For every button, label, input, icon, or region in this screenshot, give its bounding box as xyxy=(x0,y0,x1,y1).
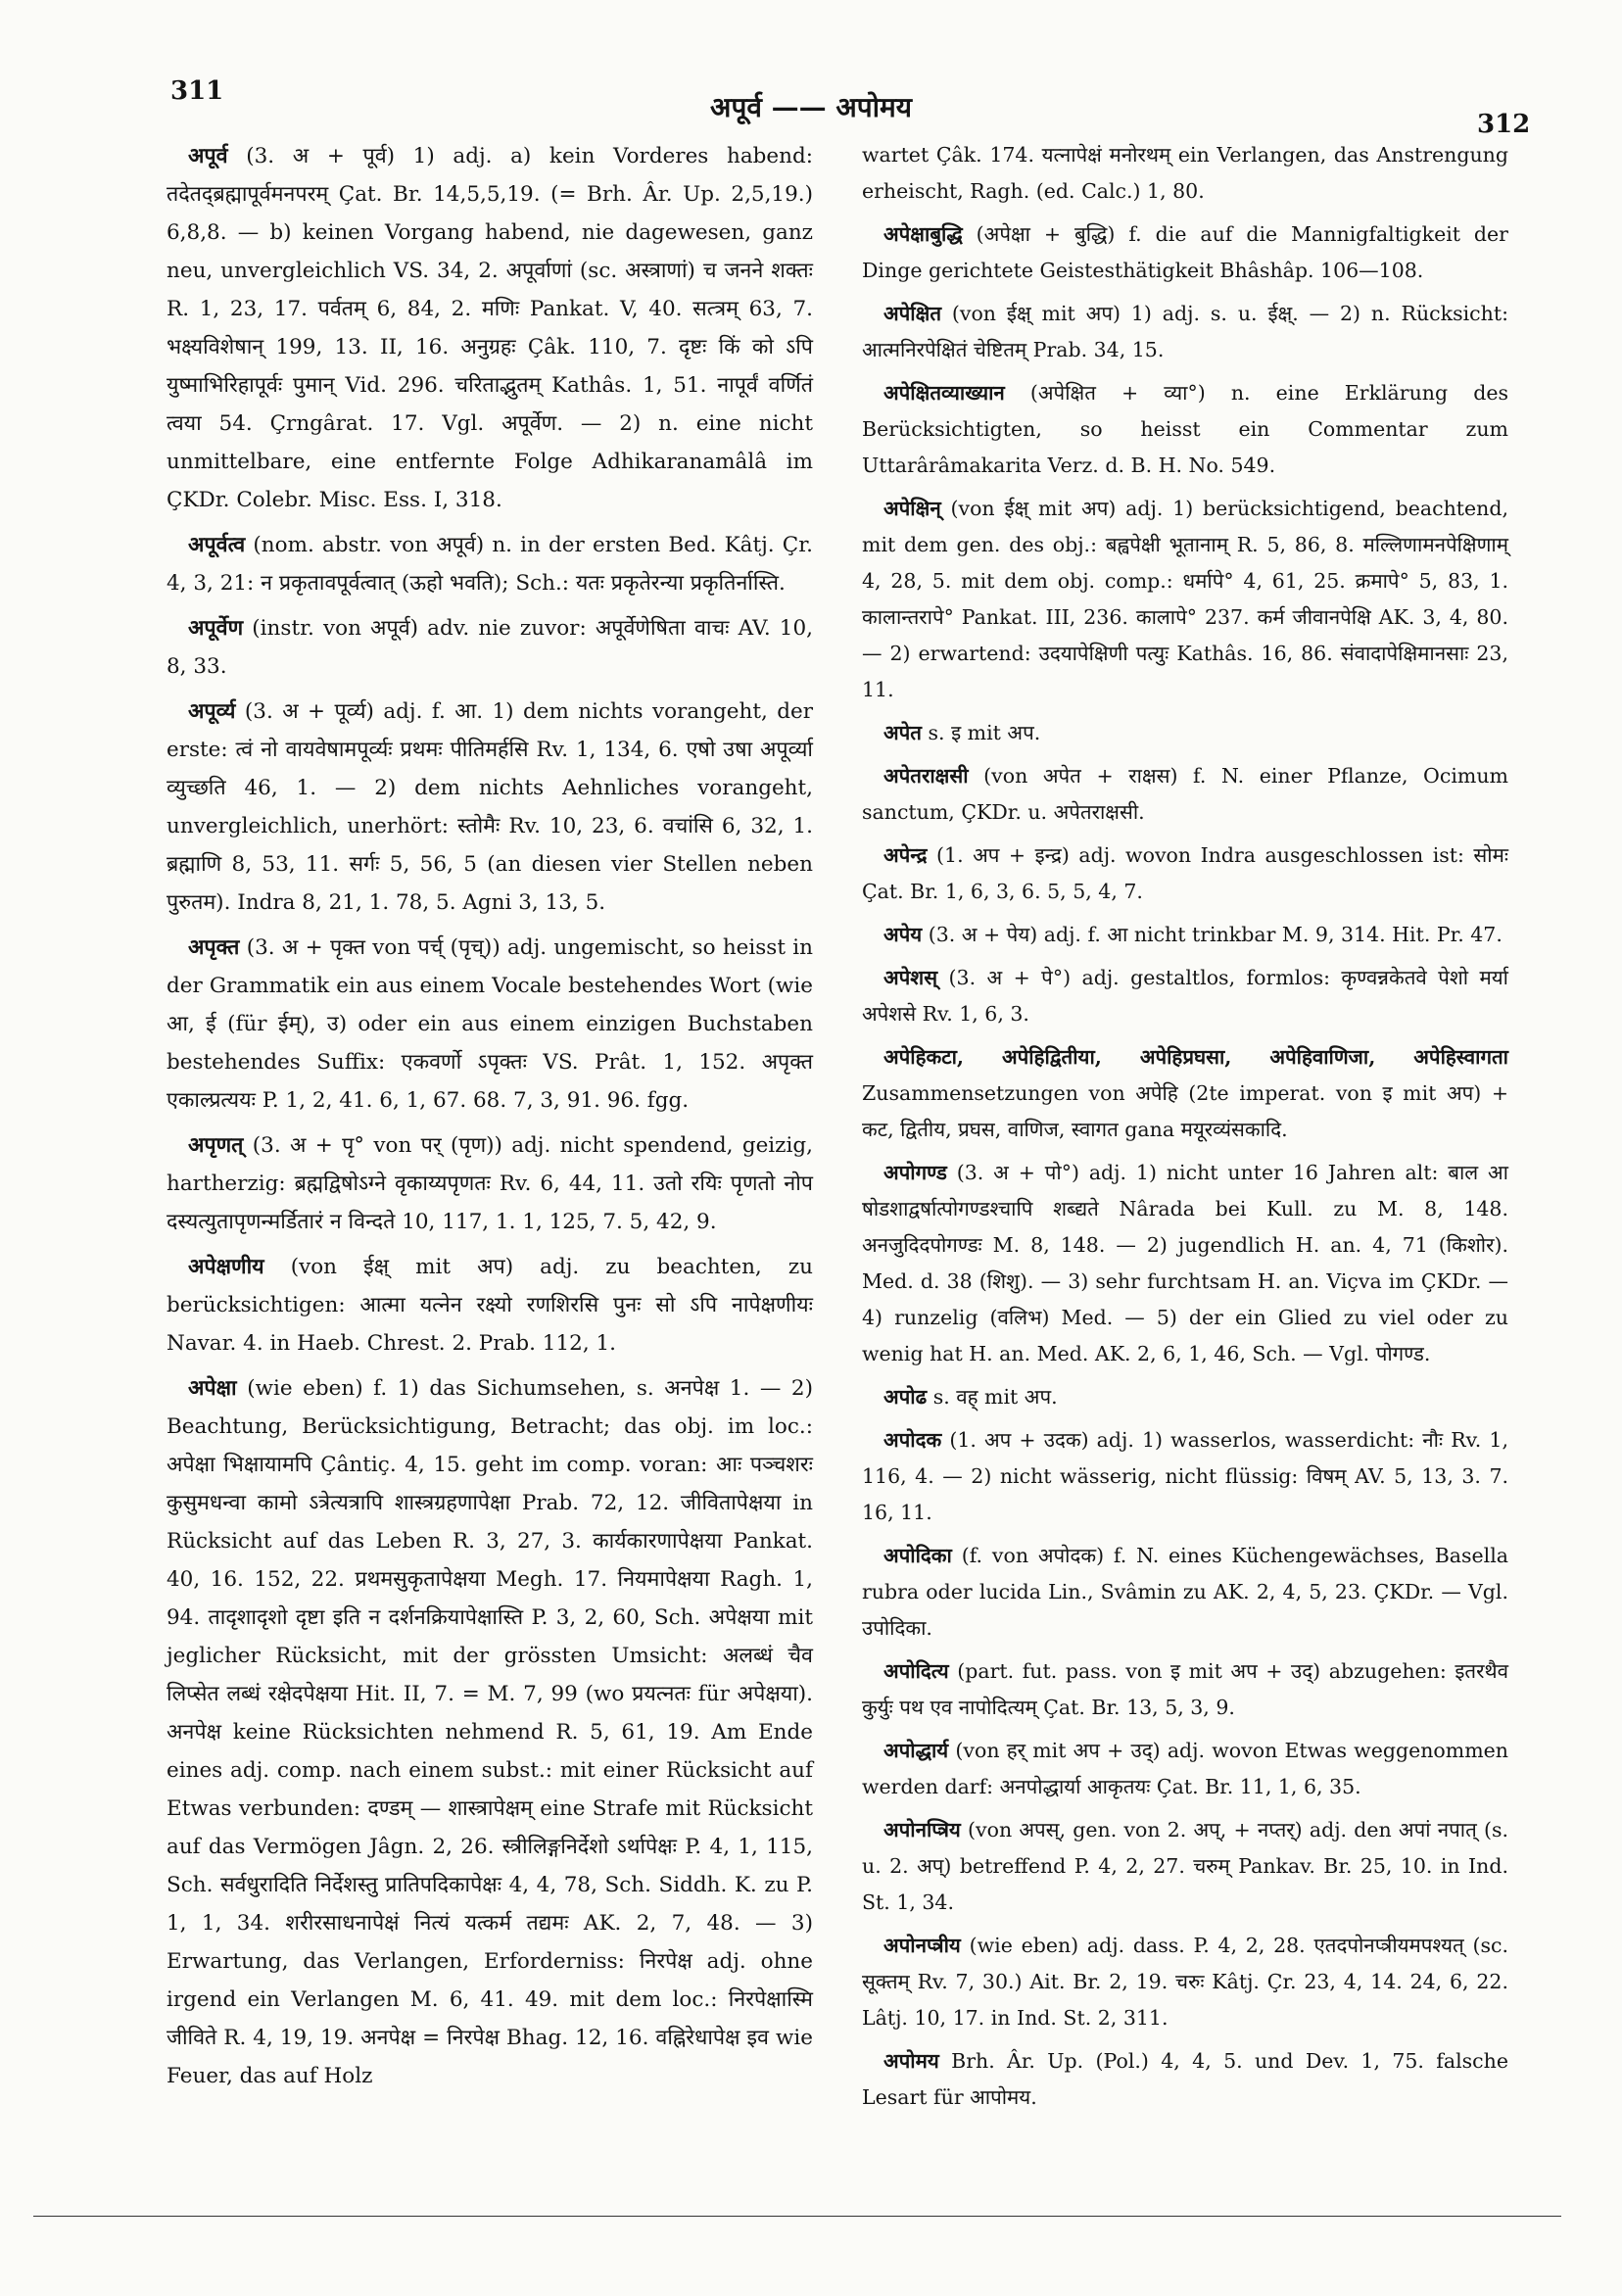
page-header xyxy=(0,72,1622,139)
dictionary-entry xyxy=(862,715,1508,751)
entry-headword: अपृणत् xyxy=(188,1133,244,1158)
entry-text: (von ईक्ष् mit अप) adj. zu beachten, zu berücksichtigen: आत्मा यत्नेन रक्ष्यो रणशिरसि पुनः सो ऽपि नापेक्षणीयः Navar. 4. in Haeb. Chrest. 2. Prab. 112, 1. xyxy=(167,1255,813,1356)
page-number-left: 311 xyxy=(170,76,224,106)
left-column xyxy=(167,137,813,2102)
dictionary-entry xyxy=(862,1379,1508,1415)
dictionary-entry xyxy=(862,960,1508,1032)
entry-headword: अपोदिका xyxy=(883,1544,952,1567)
entry-text: (3. अ + पूर्व) 1) adj. a) kein Vorderes habend: तदेतद्ब्रह्मापूर्वमनपरम् Çat. Br. 14,5,5,19. (= Brh. Âr. Up. 2,5,19.) 6,8,8. — b) keinen Vorgang habend, nie dagewesen, ganz neu, unvergleichlich VS. 34, 2. अपूर्वाणां (sc. अस्त्राणां) च जनने शक्तः R. 1, 23, 17. पर्वतम् 6, 84, 2. मणिः Pankat. V, 40. सत्त्रम् 63, 7. भक्ष्यविशेषान् 199, 13. II, 16. अनुग्रहः Çâk. 110, 7. दृष्टः किं को ऽपि युष्माभिरिहापूर्वः पुमान् Vid. 296. चरिताद्भुतम् Kathâs. 1, 51. नापूर्वं वर्णितं त्वया 54. Çrngârat. 17. Vgl. अपूर्वेण. — 2) n. eine nicht unmittelbare, eine entfernte Folge Adhikaranamâlâ im ÇKDr. Colebr. Misc. Ess. I, 318. xyxy=(167,144,813,512)
entry-headword: अपोनप्त्रीय xyxy=(883,1934,961,1957)
entry-text: (3. अ + पो°) adj. 1) nicht unter 16 Jahren alt: बाल आ षोडशाद्वर्षात्पोगण्डश्चापि शब्द्यते Nârada bei Kull. zu M. 8, 148. अनजुदिदपोगण्डः M. 8, 148. — 2) jugendlich H. an. 4, 71 (किशोर). Med. d. 38 (शिशु). — 3) sehr furchtsam H. an. Viçva im ÇKDr. — 4) runzelig (वलिभ) Med. — 5) der ein Glied zu viel oder zu wenig hat H. an. Med. AK. 2, 6, 1, 46, Sch. — Vgl. पोगण्ड. xyxy=(862,1161,1508,1365)
dictionary-entry xyxy=(167,1369,813,2095)
entry-headword: अपेतराक्षसी xyxy=(883,764,969,788)
entry-text: (instr. von अपूर्व) adv. nie zuvor: अपूर्वेणेषिता वाचः AV. 10, 8, 33. xyxy=(167,616,813,679)
entry-headword: अपेत xyxy=(883,721,922,744)
entry-text: (von ईक्ष् mit अप) 1) adj. s. u. ईक्ष्. — 2) n. Rücksicht: आत्मनिरपेक्षितं चेष्टितम् Prab. 34, 15. xyxy=(862,302,1508,361)
entry-text: (wie eben) adj. dass. P. 4, 2, 28. एतदपोनप्त्रीयमपश्यत् (sc. सूक्तम् Rv. 7, 30.) Ait. Br. 2, 19. चरुः Kâtj. Çr. 23, 4, 14. 24, 6, 22. Lâtj. 10, 17. in Ind. St. 2, 311. xyxy=(862,1934,1508,2030)
entry-text: (von ईक्ष् mit अप) adj. 1) berücksichtigend, beachtend, mit dem gen. des obj.: बह्वपेक्षी भूतानाम् R. 5, 86, 8. मल्लिणामनपेक्षिणाम् 4, 28, 5. mit dem obj. comp.: धर्मापे° 4, 61, 25. क्रमापे° 5, 83, 1. कालान्तरापे° Pankat. III, 236. कालापे° 237. कर्म जीवानपेक्षि AK. 3, 4, 80. — 2) erwartend: उदयापेक्षिणी पत्युः Kathâs. 16, 86. संवादापेक्षिमानसाः 23, 11. xyxy=(862,497,1508,701)
entry-text: (3. अ + पेय) adj. f. आ nicht trinkbar M. 9, 314. Hit. Pr. 47. xyxy=(928,923,1503,946)
dictionary-entry xyxy=(862,137,1508,210)
entry-headword: अपोनप्त्रिय xyxy=(883,1818,961,1842)
entry-headword: अपेहिकटा, अपेहिद्वितीया, अपेहिप्रघसा, अपेहिवाणिजा, अपेहिस्वागता xyxy=(883,1045,1508,1069)
entry-headword: अपूर्व्य xyxy=(188,699,236,724)
dictionary-entry xyxy=(862,1422,1508,1531)
entry-headword: अपेक्षित xyxy=(883,302,941,325)
entry-text: (1. अप + इन्द्र) adj. wovon Indra ausgeschlossen ist: सोमः Çat. Br. 1, 6, 3, 6. 5, 5, 4, 7. xyxy=(862,843,1508,903)
entry-headword: अपोदक xyxy=(883,1428,942,1452)
dictionary-entry xyxy=(862,491,1508,708)
entry-text: (अपेक्षित + व्या°) n. eine Erklärung des Berücksichtigten, so heisst ein Commentar zum Uttarârâmakarita Verz. d. B. H. No. 549. xyxy=(862,381,1508,477)
entry-headword: अपेक्षा xyxy=(188,1376,237,1401)
entry-text: wartet Çâk. 174. यत्नापेक्षं मनोरथम् ein Verlangen, das Anstrengung erheischt, Ragh. (ed. Calc.) 1, 80. xyxy=(862,143,1508,203)
entry-headword: अपेन्द्र xyxy=(883,843,928,867)
entry-headword: अपेक्षाबुद्धि xyxy=(883,222,963,246)
entry-text: (wie eben) f. 1) das Sichumsehen, s. अनपेक्ष 1. — 2) Beachtung, Berücksichtigung, Betracht; das obj. im loc.: अपेक्षा भिक्षायामपि Çântiç. 4, 15. geht im comp. voran: आः पञ्चशरः कुसुमधन्वा कामो ऽत्रेत्यत्रापि शास्त्रग्रहणापेक्षा Prab. 72, 12. जीवितापेक्षया in Rücksicht auf das Leben R. 3, 27, 3. कार्यकारणापेक्षया Pankat. 40, 16. 152, 22. प्रथमसुकृतापेक्षया Megh. 17. नियमापेक्षया Ragh. 1, 94. तादृशादृशो दृष्टा इति न दर्शनक्रियापेक्षास्ति P. 3, 2, 60, Sch. अपेक्षया mit jeglicher Rücksicht, mit der grössten Umsicht: अलब्धं चैव लिप्सेत लब्धं रक्षेदपेक्षया Hit. II, 7. = M. 7, 99 (wo प्रयत्नतः für अपेक्षया). अनपेक्ष keine Rücksichten nehmend R. 5, 61, 19. Am Ende eines adj. comp. nach einem subst.: mit einer Rücksicht auf Etwas verbunden: दण्डम् — शास्त्रापेक्षम् eine Strafe mit Rücksicht auf das Vermögen Jâgn. 2, 26. स्त्रीलिङ्गनिर्देशो ऽर्थापेक्षः P. 4, 1, 115, Sch. सर्वधुरादिति निर्देशस्तु प्रातिपदिकापेक्षः 4, 4, 78, Sch. Siddh. K. zu P. 1, 1, 34. शरीरसाधनापेक्षं नित्यं यत्कर्म तद्यमः AK. 2, 7, 48. — 3) Erwartung, das Verlangen, Erforderniss: निरपेक्ष adj. ohne irgend ein Verlangen M. 6, 41. 49. mit dem loc.: निरपेक्षास्मि जीविते R. 4, 19, 19. अनपेक्ष = निरपेक्ष Bhag. 12, 16. वह्निरेधापेक्ष इव wie Feuer, das auf Holz xyxy=(167,1376,813,2088)
dictionary-entry xyxy=(862,216,1508,289)
entry-headword: अपूर्वेण xyxy=(188,616,244,641)
dictionary-entry xyxy=(862,2043,1508,2116)
entry-text: (von अपस्, gen. von 2. अप्, + नप्तर्) adj. den अपां नपात् (s. u. 2. अप्) betreffend P. 4, 2, 27. चरुम् Pankav. Br. 25, 10. in Ind. St. 1, 34. xyxy=(862,1818,1508,1914)
dictionary-entry xyxy=(167,137,813,519)
entry-headword: अपूर्वत्व xyxy=(188,533,246,557)
dictionary-entry xyxy=(862,296,1508,368)
entry-text: (3. अ + पृ° von पर् (पृण)) adj. nicht spendend, geizig, hartherzig: ब्रह्मद्विषोऽग्ने वृकाय्यपृणतः Rv. 6, 44, 11. उतो रयिः पृणतो नोप दस्यत्युतापृणन्मर्डितारं न विन्दते 10, 117, 1. 1, 125, 7. 5, 42, 9. xyxy=(167,1133,813,1234)
entry-headword: अपेक्षितव्याख्यान xyxy=(883,381,1005,405)
entry-text: s. वह् mit अप. xyxy=(932,1385,1058,1409)
page-number-right: 312 xyxy=(1477,110,1531,139)
entry-text: s. इ mit अप. xyxy=(928,721,1041,744)
dictionary-entry xyxy=(862,1733,1508,1805)
bottom-rule xyxy=(33,2216,1561,2217)
dictionary-entry xyxy=(862,758,1508,831)
entry-text: (von अपेत + राक्षस) f. N. einer Pflanze, Ocimum sanctum, ÇKDr. u. अपेतराक्षसी. xyxy=(862,764,1508,824)
dictionary-entry xyxy=(862,1812,1508,1921)
entry-text: (अपेक्षा + बुद्धि) f. die auf die Mannigfaltigkeit der Dinge gerichtete Geistesthätigkeit Bhâshâp. 106—108. xyxy=(862,222,1508,282)
dictionary-entry xyxy=(167,1126,813,1241)
dictionary-entry xyxy=(862,1155,1508,1372)
entry-headword: अपोगण्ड xyxy=(883,1161,947,1184)
entry-text: (1. अप + उदक) adj. 1) wasserlos, wasserdicht: नौः Rv. 1, 116, 4. — 2) nicht wässerig, nicht flüssig: विषम् AV. 5, 13, 3. 7. 16, 11. xyxy=(862,1428,1508,1524)
entry-headword: अपेशस् xyxy=(883,966,938,989)
entry-headword: अपेक्षणीय xyxy=(188,1255,264,1279)
entry-text: (3. अ + पे°) adj. gestaltlos, formlos: कृण्वन्नकेतवे पेशो मर्या अपेशसे Rv. 1, 6, 3. xyxy=(862,966,1508,1026)
entry-headword: अपोद्धार्य xyxy=(883,1739,949,1762)
entry-headword: अपोदित्य xyxy=(883,1659,949,1683)
entry-text: (nom. abstr. von अपूर्व) n. in der ersten Bed. Kâtj. Çr. 4, 3, 21: न प्रकृतावपूर्वत्वात् (ऊहो भवति); Sch.: यतः प्रकृतेरन्या प्रकृतिर्नास्ति. xyxy=(167,533,813,596)
running-head: अपूर्व —— अपोमय xyxy=(710,91,912,123)
entry-headword: अपेय xyxy=(883,923,923,946)
right-column xyxy=(862,137,1508,2123)
dictionary-entry xyxy=(862,1653,1508,1726)
entry-headword: अपूर्व xyxy=(188,144,228,168)
entry-headword: अपोढ xyxy=(883,1385,928,1409)
entry-text: (3. अ + पृक्त von पर्च् (पृच्)) adj. ungemischt, so heisst in der Grammatik ein aus einem Vocale bestehendes Wort (wie आ, ई (für ईम्), उ) oder ein aus einem einzigen Buchstaben bestehendes Suffix: एकवर्णो ऽपृक्तः VS. Prât. 1, 152. अपृक्त एकाल्प्रत्ययः P. 1, 2, 41. 6, 1, 67. 68. 7, 3, 91. 96. fgg. xyxy=(167,935,813,1113)
dictionary-entry xyxy=(167,929,813,1120)
entry-headword: अपेक्षिन् xyxy=(883,497,941,520)
dictionary-entry xyxy=(862,1039,1508,1148)
entry-text: (part. fut. pass. von इ mit अप + उद्) abzugehen: इतरथैव कुर्युः पथ एव नापोदित्यम् Çat. Br. 13, 5, 3, 9. xyxy=(862,1659,1508,1719)
dictionary-entry xyxy=(167,693,813,922)
entry-text: Zusammensetzungen von अपेहि (2te imperat. von इ mit अप) + कट, द्वितीय, प्रघस, वाणिज, स्वागत gana मयूरव्यंसकादि. xyxy=(862,1081,1508,1141)
dictionary-entry xyxy=(167,526,813,602)
entry-text: (3. अ + पूर्व्य) adj. f. आ. 1) dem nichts vorangeht, der erste: त्वं नो वायवेषामपूर्व्यः प्रथमः पीतिमर्हसि Rv. 1, 134, 6. एषो उषा अपूर्व्या व्युच्छति 46, 1. — 2) dem nichts Aehnliches vorangeht, unvergleichlich, unerhört: स्तोमैः Rv. 10, 23, 6. वचांसि 6, 32, 1. ब्रह्माणि 8, 53, 11. सर्गः 5, 56, 5 (an diesen vier Stellen neben पुरुतम). Indra 8, 21, 1. 78, 5. Agni 3, 13, 5. xyxy=(167,699,813,915)
entry-text: (f. von अपोदक) f. N. eines Küchengewächses, Basella rubra oder lucida Lin., Svâmin zu AK. 2, 4, 5, 23. ÇKDr. — Vgl. उपोदिका. xyxy=(862,1544,1508,1640)
entry-headword: अपोमय xyxy=(883,2049,939,2073)
dictionary-entry xyxy=(862,1928,1508,2036)
entry-text: Brh. Âr. Up. (Pol.) 4, 4, 5. und Dev. 1, 75. falsche Lesart für आपोमय. xyxy=(862,2049,1508,2109)
dictionary-entry xyxy=(862,375,1508,484)
dictionary-entry xyxy=(862,917,1508,953)
entry-headword: अपृक्त xyxy=(188,935,240,960)
entry-text: (von हर् mit अप + उद्) adj. wovon Etwas weggenommen werden darf: अनपोद्धार्या आकृतयः Çat. Br. 11, 1, 6, 35. xyxy=(862,1739,1508,1798)
dictionary-entry xyxy=(862,1538,1508,1647)
dictionary-entry xyxy=(167,1248,813,1363)
dictionary-entry xyxy=(862,837,1508,910)
dictionary-entry xyxy=(167,609,813,686)
